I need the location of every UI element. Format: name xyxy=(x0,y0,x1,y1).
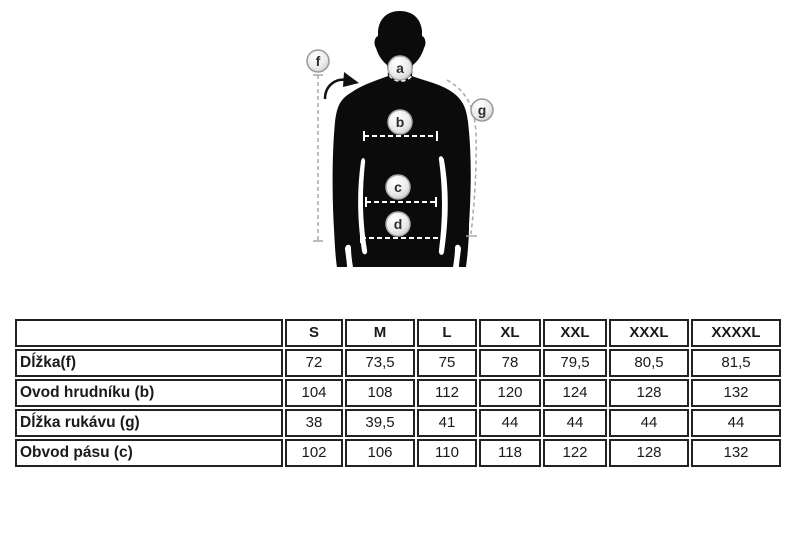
row-label-chest: Ovod hrudníku (b) xyxy=(15,379,283,407)
value-cell: 72 xyxy=(285,349,343,377)
col-header-m: M xyxy=(345,319,415,347)
value-cell: 44 xyxy=(691,409,781,437)
marker-f-letter: f xyxy=(315,53,321,69)
marker-d xyxy=(386,212,410,236)
value-cell: 112 xyxy=(417,379,477,407)
value-cell: 102 xyxy=(285,439,343,467)
value-cell: 118 xyxy=(479,439,541,467)
marker-b-letter: b xyxy=(395,114,405,130)
value-cell: 124 xyxy=(543,379,607,407)
marker-b xyxy=(388,110,412,134)
marker-a-letter: a xyxy=(396,60,404,76)
marker-f xyxy=(307,50,329,72)
value-cell: 39,5 xyxy=(345,409,415,437)
col-header-s: S xyxy=(285,319,343,347)
value-cell: 106 xyxy=(345,439,415,467)
table-row-waist xyxy=(15,439,781,467)
value-cell: 132 xyxy=(691,379,781,407)
marker-c xyxy=(386,175,410,199)
value-cell: 120 xyxy=(479,379,541,407)
silhouette-svg xyxy=(290,3,560,295)
size-table xyxy=(13,317,783,469)
row-label-waist: Obvod pásu (c) xyxy=(15,439,283,467)
value-cell: 128 xyxy=(609,439,689,467)
marker-c-letter: c xyxy=(394,179,402,195)
marker-g xyxy=(471,99,493,121)
value-cell: 104 xyxy=(285,379,343,407)
table-row-length xyxy=(15,349,781,377)
body-measurement-diagram xyxy=(290,3,560,295)
header-row xyxy=(15,319,781,347)
value-cell: 108 xyxy=(345,379,415,407)
value-cell: 80,5 xyxy=(609,349,689,377)
value-cell: 122 xyxy=(543,439,607,467)
row-label-length: Dĺžka(f) xyxy=(15,349,283,377)
value-cell: 132 xyxy=(691,439,781,467)
col-header-xxxl: XXXL xyxy=(609,319,689,347)
value-cell: 128 xyxy=(609,379,689,407)
table-row-chest xyxy=(15,379,781,407)
row-label-sleeve: Dĺžka rukávu (g) xyxy=(15,409,283,437)
value-cell: 38 xyxy=(285,409,343,437)
value-cell: 75 xyxy=(417,349,477,377)
value-cell: 110 xyxy=(417,439,477,467)
length-measure-line xyxy=(313,75,323,241)
value-cell: 81,5 xyxy=(691,349,781,377)
col-header-xxxxl: XXXXL xyxy=(691,319,781,347)
value-cell: 44 xyxy=(543,409,607,437)
corner-cell xyxy=(15,319,283,347)
col-header-xl: XL xyxy=(479,319,541,347)
value-cell: 79,5 xyxy=(543,349,607,377)
col-header-l: L xyxy=(417,319,477,347)
value-cell: 41 xyxy=(417,409,477,437)
value-cell: 44 xyxy=(609,409,689,437)
col-header-xxl: XXL xyxy=(543,319,607,347)
marker-g-letter: g xyxy=(477,102,487,118)
value-cell: 73,5 xyxy=(345,349,415,377)
size-table-container xyxy=(13,317,773,469)
marker-a xyxy=(388,56,412,80)
marker-d-letter: d xyxy=(393,216,403,232)
value-cell: 44 xyxy=(479,409,541,437)
value-cell: 78 xyxy=(479,349,541,377)
table-row-sleeve xyxy=(15,409,781,437)
